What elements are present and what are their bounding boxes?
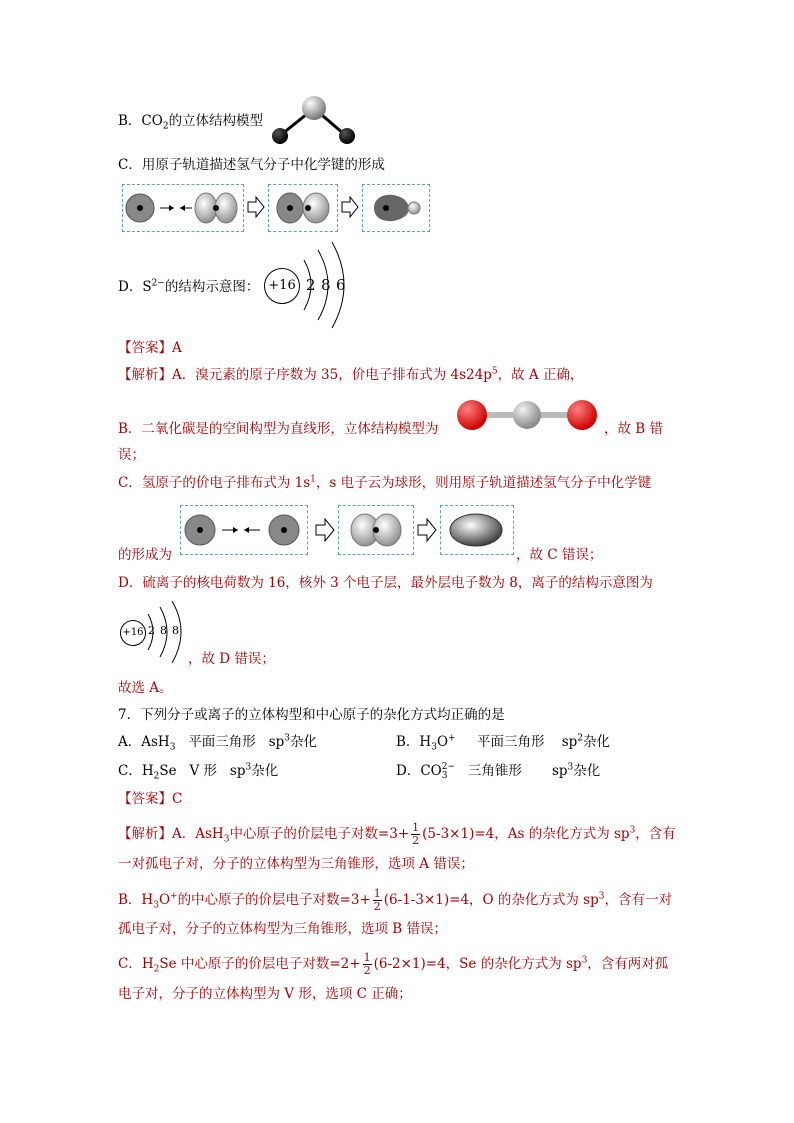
answer-2: 【答案】C <box>118 791 183 807</box>
analysis-2-b1: B．$H_3O^+$的中心原子的价层电子对数=3+ $\frac{1}{2}$ (6-1-3×1)=4，O 的杂化方式为 $sp^3$，含有一对 <box>118 887 672 913</box>
orbital-approach-diagram-2 <box>180 505 308 555</box>
analysis-1-b: B．二氧化碳是的空间构型为直线形，立体结构模型为 <box>118 421 439 437</box>
q7-option-b: B．$H_3O^+$ 平面三角形 $sp^2$杂化 <box>396 733 611 753</box>
hollow-arrow-icon <box>314 518 336 542</box>
co2-bent-model-image <box>268 94 360 148</box>
q7-option-c: C．$H_2Se$ V 形 $sp^3$杂化 <box>118 762 279 782</box>
answer-1: 【答案】A <box>118 340 182 356</box>
option-c-line: C．用原子轨道描述氢气分子中化学键的形成 <box>118 157 385 173</box>
analysis-2-c1: C．$H_2Se$ 中心原子的价层电子对数=2+ $\frac{1}{2}$ (6-2×1)=4，Se 的杂化方式为 $sp^3$，含有两对孤 <box>118 951 669 977</box>
analysis-1-b-end: ，故 B 错 <box>604 421 664 437</box>
fraction-half: $\frac{1}{2}$ <box>412 821 420 847</box>
shell-count-3: 6 <box>336 276 346 294</box>
analysis-1-d: D．硫离子的核电荷数为 16，核外 3 个电子层，最外层电子数为 8，离子的结构示意图为 <box>118 575 653 591</box>
shell-count-1: 2 <box>306 276 316 294</box>
analysis-2-a2: 一对孤电子对，分子的立体构型为三角锥形，选项 A 错误； <box>118 856 474 872</box>
orbital-approach-diagram <box>122 184 244 232</box>
shell-count-4: 2 <box>148 624 155 637</box>
hollow-arrow-icon <box>246 196 266 218</box>
shell-count-5: 8 <box>160 624 167 637</box>
q7-option-d: D．CO 2− 3 三角锥形 $sp^3$杂化 <box>396 761 601 781</box>
question-7-stem: 7．下列分子或离子的立体构型和中心原子的杂化方式均正确的是 <box>118 707 505 723</box>
analysis-1-a: 【解析】A．溴元素的原子序数为 35，价电子排布式为 $4s24p^5$，故 A 正确， <box>118 366 584 383</box>
hollow-arrow-icon <box>340 196 360 218</box>
analysis-1-conclusion: 故选 A。 <box>118 680 173 696</box>
orbital-overlap-diagram <box>268 184 338 232</box>
option-d-line: D．$S^{2-}$的结构示意图： <box>118 278 260 295</box>
hollow-arrow-icon <box>416 518 438 542</box>
analysis-1-c-end: ，故 C 错误； <box>516 547 603 563</box>
fraction-half: $\frac{1}{2}$ <box>373 887 381 913</box>
shell-count-6: 8 <box>172 624 179 637</box>
analysis-2-a1: 【解析】A．AsH$_3$中心原子的价层电子对数=3+ $\frac{1}{2}$ (5-3×1)=4，As 的杂化方式为 $sp^3$，含有 <box>118 821 676 847</box>
option-b-line: B．$CO_2$的立体结构模型 <box>118 113 264 132</box>
fraction-half: $\frac{1}{2}$ <box>363 951 371 977</box>
analysis-1-d-end: ，故 D 错误； <box>188 651 275 667</box>
analysis-2-b2: 孤电子对，分子的立体构型为三角锥形，选项 B 错误； <box>118 921 448 937</box>
shell-count-2: 8 <box>321 276 331 294</box>
analysis-1-b-cont: 误； <box>118 447 145 463</box>
analysis-2-c2: 电子对，分子的立体构型为 V 形，选项 C 正确； <box>118 986 412 1002</box>
orbital-overlap-diagram-2 <box>338 505 414 555</box>
co2-linear-model-image <box>452 392 602 438</box>
nucleus-circle-2: +16 <box>120 620 146 646</box>
nucleus-circle: +16 <box>264 268 300 304</box>
analysis-1-c: C．氢原子的价电子排布式为 $1s^1$，s 电子云为球形，则用原子轨道描述氢气分子中化学键 <box>118 474 652 491</box>
analysis-1-c-cont: 的形成为 <box>118 547 172 563</box>
q7-option-a: A．AsH$_3$ 平面三角形 $sp^3$杂化 <box>118 733 317 753</box>
orbital-merged-diagram <box>362 184 430 232</box>
orbital-merged-diagram-2 <box>440 505 514 555</box>
